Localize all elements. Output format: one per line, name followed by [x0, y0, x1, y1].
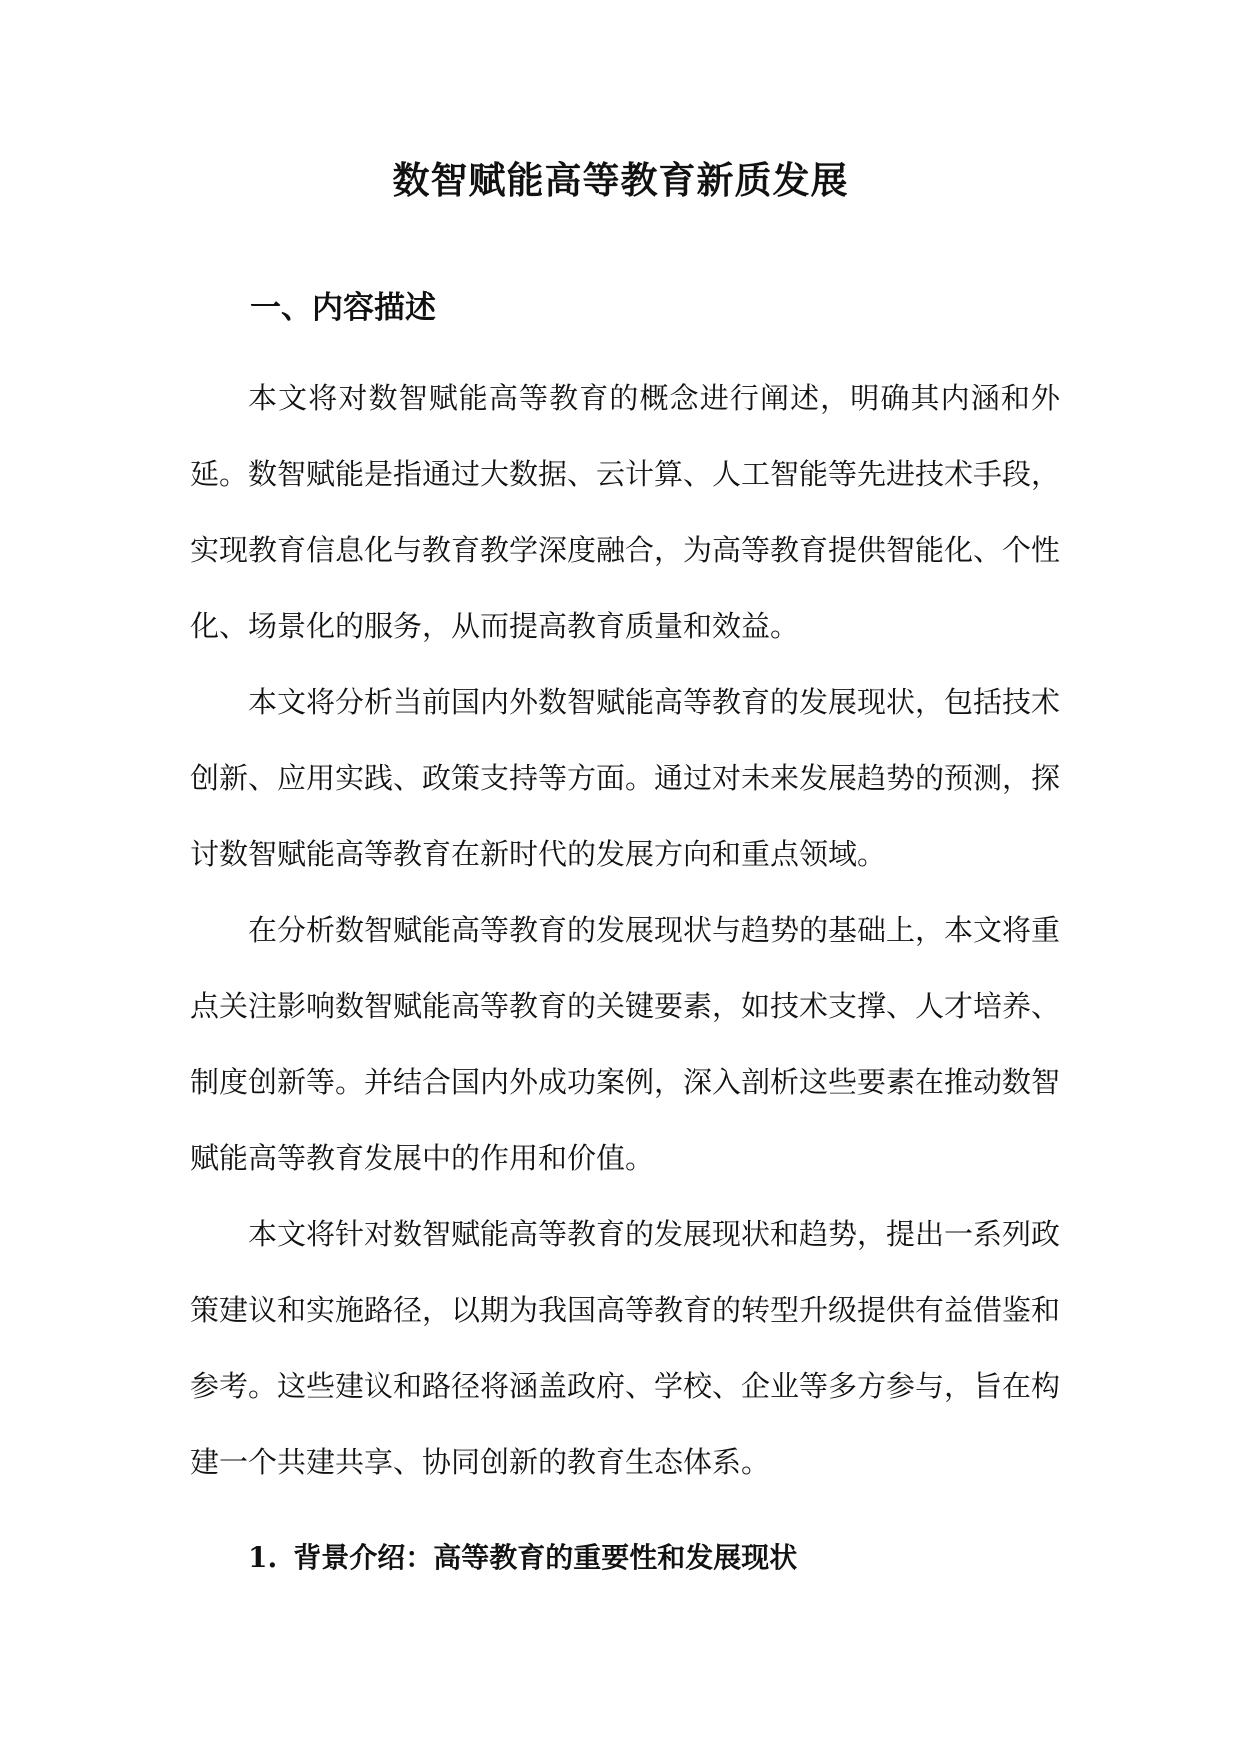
- paragraph-1: 本文将对数智赋能高等教育的概念进行阐述，明确其内涵和外延。数智赋能是指通过大数据、云计算、人工智能等先进技术手段，实现教育信息化与教育教学深度融合，为高等教育提供智能化、个性化、场景化的服务，从而提高教育质量和效益。: [190, 381, 1061, 643]
- paragraph-4: 本文将针对数智赋能高等教育的发展现状和趋势，提出一系列政策建议和实施路径，以期为我国高等教育的转型升级提供有益借鉴和参考。这些建议和路径将涵盖政府、学校、企业等多方参与，旨在构建一个共建共享、协同创新的教育生态体系。: [190, 1217, 1061, 1479]
- document-title: 数智赋能高等教育新质发展: [392, 158, 849, 202]
- paragraph-3: 在分析数智赋能高等教育的发展现状与趋势的基础上，本文将重点关注影响数智赋能高等教育的关键要素，如技术支撑、人才培养、制度创新等。并结合国内外成功案例，深入剖析这些要素在推动数智赋能高等教育发展中的作用和价值。: [190, 913, 1061, 1175]
- subsection-heading: [248, 1536, 797, 1576]
- paragraph-2: 本文将分析当前国内外数智赋能高等教育的发展现状，包括技术创新、应用实践、政策支持等方面。通过对未来发展趋势的预测，探讨数智赋能高等教育在新时代的发展方向和重点领域。: [190, 685, 1061, 871]
- section-heading: 一、内容描述: [250, 290, 436, 326]
- subsection-number: 1.: [248, 1541, 278, 1574]
- subsection-title: 背景介绍：高等教育的重要性和发展现状: [293, 1541, 798, 1574]
- body-text: [190, 360, 1060, 1500]
